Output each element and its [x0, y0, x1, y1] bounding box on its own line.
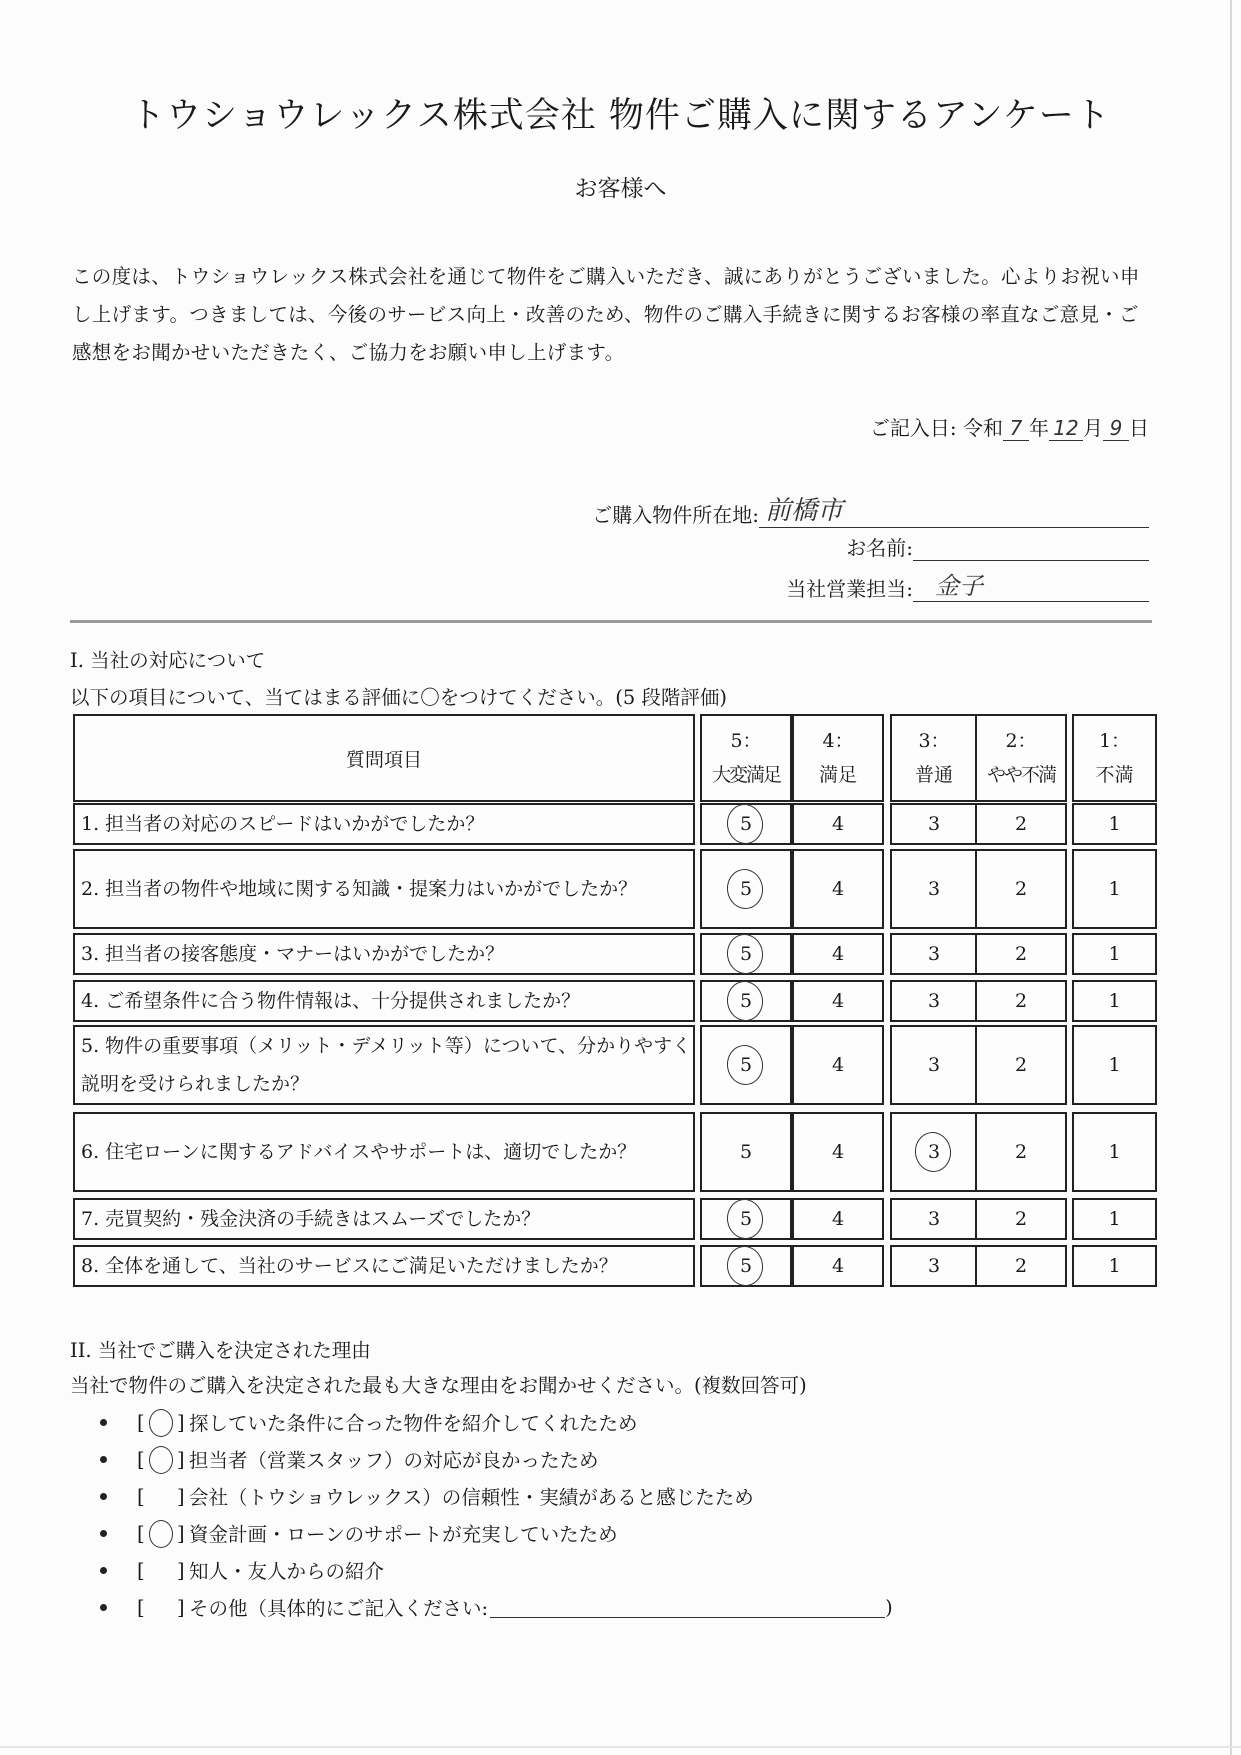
bracket-open: [ [137, 1595, 145, 1619]
rating-value: 2 [1014, 1054, 1028, 1076]
rating-value: 4 [831, 1208, 845, 1230]
rating-option-1[interactable] [1072, 933, 1157, 975]
location-field [592, 490, 1149, 528]
rating-value: 2 [1014, 813, 1028, 835]
checkbox-checked[interactable] [137, 1522, 189, 1545]
question-row [73, 933, 695, 975]
circle-mark-icon [149, 1409, 173, 1437]
rating-option-3[interactable] [890, 1198, 978, 1240]
rating-number: 5： [730, 730, 762, 752]
header-rating-1 [1072, 714, 1157, 802]
bracket-close: ] [177, 1447, 185, 1471]
question-text: 5. 物件の重要事項（メリット・デメリット等）について、分かりやすく説明を受けられましたか？ [81, 1035, 692, 1095]
rating-value-circled: 5 [739, 1054, 753, 1076]
rating-option-2[interactable] [975, 933, 1067, 975]
checkbox-checked[interactable] [137, 1411, 189, 1434]
bracket-close: ] [177, 1595, 185, 1619]
greeting: お客様へ [574, 176, 667, 202]
checkbox-empty[interactable] [137, 1596, 189, 1619]
date-day-input[interactable]: 9 [1103, 416, 1129, 441]
rating-option-3[interactable] [890, 849, 978, 929]
rating-value-circled: 5 [739, 990, 753, 1012]
rating-value: 1 [1108, 1054, 1121, 1076]
rating-value: 5 [739, 1141, 753, 1163]
reason-option [100, 1408, 638, 1436]
circle-mark-icon [149, 1446, 173, 1474]
rating-option-4[interactable] [792, 1112, 884, 1192]
bracket-close: ] [177, 1558, 185, 1582]
bracket-open: [ [137, 1558, 145, 1582]
bracket-open: [ [137, 1410, 145, 1434]
rating-option-2[interactable] [975, 1245, 1067, 1287]
header-rating-4 [792, 714, 884, 802]
rating-option-4[interactable] [792, 849, 884, 929]
date-year-input[interactable]: 7 [1003, 416, 1029, 441]
rating-number: 3： [918, 730, 950, 752]
rating-option-1[interactable] [1072, 803, 1157, 845]
header-rating-5 [700, 714, 792, 802]
header-rating-2 [975, 714, 1067, 802]
question-row [73, 1198, 695, 1240]
rating-value: 4 [831, 1141, 845, 1163]
rating-number: 1： [1098, 730, 1131, 752]
bullet-icon [100, 1604, 107, 1611]
bracket-open: [ [137, 1484, 145, 1508]
rating-option-1[interactable] [1072, 1198, 1157, 1240]
section-2-title: II. 当社でご購入を決定された理由 [70, 1339, 371, 1362]
date-field [870, 412, 1149, 441]
reason-text: 探していた条件に合った物件を紹介してくれたため [189, 1412, 638, 1435]
question-text: 2. 担当者の物件や地域に関する知識・提案力はいかがでしたか？ [81, 878, 638, 900]
rating-label: やや不満 [986, 764, 1055, 786]
rating-label: 不満 [1095, 764, 1134, 786]
bracket-close: ] [177, 1521, 185, 1545]
rating-option-1[interactable] [1072, 980, 1157, 1022]
rating-value: 3 [927, 990, 941, 1012]
section-2-instruction: 当社で物件のご購入を決定された最も大きな理由をお聞かせください。(複数回答可) [70, 1374, 807, 1397]
rating-option-5[interactable] [700, 1245, 792, 1287]
rating-value: 2 [1014, 1255, 1028, 1277]
rating-number: 4： [822, 730, 854, 752]
rating-value-circled: 5 [739, 1208, 753, 1230]
rating-value: 1 [1108, 943, 1121, 965]
scan-page-edge [1230, 0, 1232, 1755]
question-row [73, 1245, 695, 1287]
rating-option-4[interactable] [792, 803, 884, 845]
bullet-icon [100, 1530, 107, 1537]
header-rating-3 [890, 714, 978, 802]
bullet-icon [100, 1419, 107, 1426]
year-unit: 年 [1029, 416, 1049, 440]
rating-number: 2： [1005, 730, 1037, 752]
rating-value: 2 [1014, 990, 1028, 1012]
rating-option-3[interactable] [890, 1112, 978, 1192]
rating-label: 大変満足 [711, 764, 780, 786]
staff-label: 当社営業担当: [786, 577, 913, 601]
question-text: 8. 全体を通して、当社のサービスにご満足いただけましたか？ [81, 1255, 618, 1277]
closing-paren: ) [885, 1595, 893, 1619]
day-unit: 日 [1129, 416, 1149, 440]
rating-value: 3 [927, 943, 941, 965]
rating-value: 3 [927, 813, 941, 835]
rating-option-4[interactable] [792, 980, 884, 1022]
rating-value-circled: 5 [739, 1255, 753, 1277]
scan-page-edge-bottom [0, 1746, 1241, 1748]
rating-option-2[interactable] [975, 1025, 1067, 1105]
rating-option-1[interactable] [1072, 1245, 1157, 1287]
rating-value: 3 [927, 1054, 941, 1076]
rating-value: 3 [927, 1208, 941, 1230]
reason-option [100, 1593, 893, 1621]
reason-text: 会社（トウショウレックス）の信頼性・実績があると感じたため [189, 1486, 754, 1509]
rating-option-5[interactable] [700, 849, 792, 929]
rating-option-1[interactable] [1072, 849, 1157, 929]
intro-paragraph: この度は、トウショウレックス株式会社を通じて物件をご購入いただき、誠にありがとうございました。心よりお祝い申し上げます。つきましては、今後のサービス向上・改善のため、物件のご購入手続きに関するお客様の率直なご意見・ご感想をお聞かせいただきたく、ご協力をお願い申し上げます。 [72, 265, 1140, 364]
circle-mark-icon [149, 1520, 173, 1548]
question-row [73, 980, 695, 1022]
staff-field [786, 566, 1149, 602]
rating-value: 4 [831, 943, 845, 965]
section-divider [70, 620, 1152, 623]
rating-value: 4 [831, 878, 845, 900]
bracket-open: [ [137, 1521, 145, 1545]
rating-option-4[interactable] [792, 933, 884, 975]
question-row [73, 1112, 695, 1192]
section-1-instruction: 以下の項目について、当てはまる評価に〇をつけてください。(5 段階評価) [70, 686, 728, 709]
date-month-input[interactable]: 12 [1049, 416, 1083, 441]
rating-value: 2 [1014, 1208, 1028, 1230]
name-label: お名前: [846, 536, 913, 560]
rating-option-2[interactable] [975, 1198, 1067, 1240]
checkbox-checked[interactable] [137, 1448, 189, 1471]
rating-option-2[interactable] [975, 1112, 1067, 1192]
name-input[interactable] [913, 538, 1149, 561]
bracket-close: ] [177, 1410, 185, 1434]
rating-option-5[interactable] [700, 933, 792, 975]
bullet-icon [100, 1456, 107, 1463]
rating-option-3[interactable] [890, 803, 978, 845]
rating-value: 1 [1108, 1208, 1121, 1230]
rating-value: 1 [1108, 878, 1121, 900]
rating-option-2[interactable] [975, 849, 1067, 929]
question-text: 3. 担当者の接客態度・マナーはいかがでしたか？ [81, 943, 505, 965]
month-unit: 月 [1083, 416, 1103, 440]
rating-value-circled: 5 [739, 813, 753, 835]
rating-value: 2 [1014, 878, 1028, 900]
staff-input[interactable]: 金子 [913, 566, 1149, 602]
reason-option [100, 1519, 618, 1547]
rating-option-1[interactable] [1072, 1112, 1157, 1192]
name-field [846, 532, 1149, 561]
question-text: 4. ご希望条件に合う物件情報は、十分提供されましたか？ [81, 990, 581, 1012]
rating-value: 3 [927, 1255, 941, 1277]
rating-label: 普通 [914, 764, 953, 786]
reason-text: 知人・友人からの紹介 [189, 1560, 385, 1583]
rating-option-3[interactable] [890, 1245, 978, 1287]
rating-value-circled: 3 [927, 1141, 941, 1163]
rating-value: 2 [1014, 1141, 1028, 1163]
question-text: 7. 売買契約・残金決済の手続きはスムーズでしたか？ [81, 1208, 541, 1230]
question-row [73, 803, 695, 845]
rating-option-2[interactable] [975, 803, 1067, 845]
rating-value: 2 [1014, 943, 1028, 965]
bullet-icon [100, 1493, 107, 1500]
rating-option-3[interactable] [890, 980, 978, 1022]
header-question: 質問項目 [73, 714, 695, 802]
rating-value: 3 [927, 878, 941, 900]
checkbox-empty[interactable] [137, 1485, 189, 1508]
rating-value: 1 [1108, 990, 1121, 1012]
rating-value: 4 [831, 1054, 845, 1076]
question-row [73, 1025, 695, 1105]
bracket-close: ] [177, 1484, 185, 1508]
rating-option-4[interactable] [792, 1198, 884, 1240]
rating-value: 4 [831, 813, 845, 835]
location-input[interactable]: 前橋市 [759, 490, 1149, 528]
section-1-title: I. 当社の対応について [70, 649, 266, 672]
rating-value: 4 [831, 1255, 845, 1277]
question-text: 1. 担当者の対応のスピードはいかがでしたか？ [81, 813, 485, 835]
rating-option-5[interactable] [700, 1112, 792, 1192]
reason-text: その他（具体的にご記入ください: [189, 1597, 489, 1620]
rating-option-5[interactable] [700, 1025, 792, 1105]
rating-value-circled: 5 [739, 943, 753, 965]
rating-option-1[interactable] [1072, 1025, 1157, 1105]
rating-option-3[interactable] [890, 933, 978, 975]
rating-option-4[interactable] [792, 1025, 884, 1105]
reason-option [100, 1556, 384, 1584]
rating-option-5[interactable] [700, 803, 792, 845]
rating-value: 1 [1108, 813, 1121, 835]
bracket-open: [ [137, 1447, 145, 1471]
rating-option-5[interactable] [700, 1198, 792, 1240]
reason-text: 担当者（営業スタッフ）の対応が良かったため [189, 1449, 599, 1472]
location-label: ご購入物件所在地: [592, 503, 759, 527]
reason-option [100, 1482, 754, 1510]
rating-option-4[interactable] [792, 1245, 884, 1287]
question-text: 6. 住宅ローンに関するアドバイスやサポートは、適切でしたか？ [81, 1141, 637, 1163]
rating-label: 満足 [818, 764, 857, 786]
page-title: トウショウレックス株式会社 物件ご購入に関するアンケート [130, 96, 1111, 136]
rating-value: 4 [831, 990, 845, 1012]
rating-value-circled: 5 [739, 878, 753, 900]
bullet-icon [100, 1567, 107, 1574]
reason-option [100, 1445, 599, 1473]
other-reason-input[interactable] [490, 1597, 885, 1618]
question-row [73, 849, 695, 929]
rating-option-5[interactable] [700, 980, 792, 1022]
rating-option-3[interactable] [890, 1025, 978, 1105]
rating-value: 1 [1108, 1141, 1121, 1163]
rating-value: 1 [1108, 1255, 1121, 1277]
rating-option-2[interactable] [975, 980, 1067, 1022]
checkbox-empty[interactable] [137, 1559, 189, 1582]
reason-text: 資金計画・ローンのサポートが充実していたため [189, 1523, 618, 1546]
date-label: ご記入日: 令和 [869, 416, 1003, 440]
